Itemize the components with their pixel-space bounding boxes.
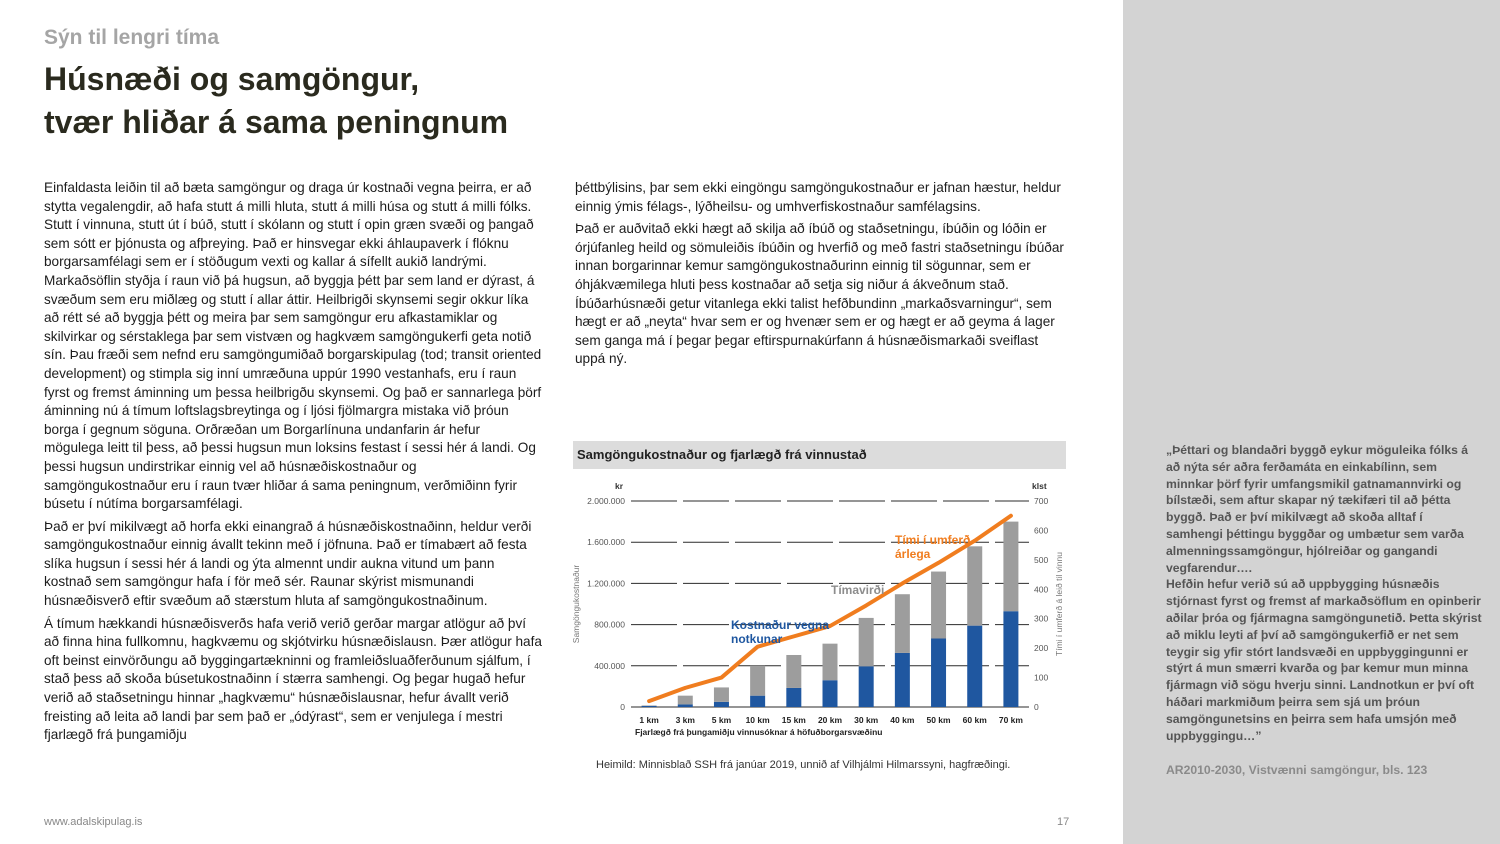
- bar-cost: [967, 626, 982, 707]
- x-tick: 5 km: [711, 715, 732, 725]
- annotation-cost: Kostnaður vegna: [731, 618, 830, 632]
- bar-time-value: [642, 705, 657, 706]
- bar-time-value: [823, 644, 838, 681]
- bar-cost: [678, 704, 693, 707]
- x-tick: 1 km: [639, 715, 659, 725]
- bar-time-value: [678, 696, 693, 705]
- y-tick-right: 500: [1034, 554, 1049, 565]
- title-line-1: Húsnæði og samgöngur,: [44, 61, 420, 97]
- x-tick: 60 km: [962, 715, 987, 725]
- quote-paragraph: „Þéttari og blandaðri byggð eykur möguleika fólks á að nýta sér aðra ferðamáta en einkabílinn, sem minnkar þörf fyrir umfangsmikil gatnamannvirki og bílstæði, sem aftur skapar ný tækifæri til að þétta byggð. Það er því mikilvægt að skoða alltaf í samhengi þéttingu byggðar og umbætur sem varða almenningssamgöngur, hjólreiðar og gangandi vegfarendur….: [1166, 443, 1469, 575]
- bar-time-value: [750, 666, 765, 696]
- x-tick: 15 km: [781, 715, 806, 725]
- paragraph: Einfaldasta leiðin til að bæta samgöngur og draga úr kostnaði vegna þeirra, er að stytta vegalengdir, að hafa stutt á milli hluta, stutt á milli húsa og stutt á milli fólks. Stutt í vinnuna, stutt út í búð, stutt í skólann og stutt í opin græn svæði og þangað sem sótt er þjónusta og afþreying. Það er hinsvegar ekki áhlaupaverk í flóknu borgarsamfélagi sem er í stöðugum vexti og kallar á sífellt aukið landrými. Markaðsöflin styðja í raun við þá hugsun, að byggja þétt þar sem land er dýrast, á svæðum sem eru miðlæg og stutt í allar áttir. Heilbrigði skynsemi segir okkur líka að rétt sé að byggja þétt og meira þar sem samgöngur eru afkastamiklar og skilvirkar og sérstaklega þar sem vistvæn og hagkvæm samgöngukerfi geta notið sín. Þau fræði sem nefnd eru samgöngumiðað borgarskipulag (tod; transit oriented development) og stimpla sig inní umræðuna uppúr 1990 vestanhafs, eru í raun fyrst og fremst áminning um þessa heilbrigðu skynsemi. Og það er sannarlega þörf áminning nú á tímum loftslagsbreytinga og í ljósi fjölmargra mistaka við þróun borga í gegnum söguna. Orðræðan um Borgarlínuna undanfarin ár hefur mögulega leitt til þess, að þessi hugsun mun loksins festast í sessi hér á landi. Og þessi hugsun undirstrikar einnig vel að húsnæðiskostnaður og samgöngukostnaður eru í raun tvær hliðar á sama peningnum, verðmiðinn fyrir búsetu í nútíma borgarsamfélagi.: [44, 180, 542, 512]
- x-tick: 20 km: [817, 715, 843, 725]
- quote-paragraph: Hefðin hefur verið sú að uppbygging húsnæðis stjórnast fyrst og fremst af markaðsöflum en opinberir aðilar þróa og fjármagna samgöngunetið. Þetta skýrist að miklu leyti af því að samgöngukerfið er net sem teygir sig yfir stórt landsvæði en uppbyggingunni er stýrt á mun smærri kvarða og þar kemur mun minna fjármagn við sögu hverju sinni. Landnotkun er því oft háðari markmiðum þeirra sem sjá um þróun samgöngunetsins en þeirra sem hafa umsjón með uppbyggingu…”: [1166, 577, 1482, 743]
- bar-cost: [859, 666, 874, 707]
- y-axis-title-right: Tími í umferð á leið til vinnu: [1054, 552, 1064, 656]
- x-tick: 30 km: [854, 715, 879, 725]
- y-tick-right: 200: [1034, 643, 1049, 654]
- body-column-1: [44, 179, 542, 749]
- bar-cost: [750, 696, 765, 707]
- x-tick: 10 km: [745, 715, 770, 725]
- sidebar-quote: [1166, 442, 1482, 744]
- annotation-value: Tímavirði: [831, 583, 885, 597]
- annotation-time: árlega: [895, 547, 931, 561]
- paragraph: þéttbýlisins, þar sem ekki eingöngu samgöngukostnaður er jafnan hæstur, heldur einnig ýmis félags-, lýðheilsu- og umhverfiskostnaður samfélagsins.: [575, 180, 1061, 214]
- cost-distance-chart: [573, 441, 1066, 741]
- bar-cost: [895, 653, 910, 707]
- y-axis-title-left: Samgöngukostnaður: [571, 564, 581, 644]
- bar-time-value: [895, 594, 910, 653]
- bar-cost: [786, 688, 801, 707]
- paragraph: Það er auðvitað ekki hægt að skilja að íbúð og staðsetningu, íbúðin og lóðin er órjúfanleg heild og sömuleiðis íbúðin og hverfið og með fastri staðsetningu íbúðar innan borgarinnar kemur samgöngukostnaðurinn einnig til sögunnar, sem er óhjákvæmilega hluti þess kostnaðar að setja sig niður á ákveðnum stað. Íbúðarhúsnæði getur vitanlega ekki talist hefðbundinn „markaðsvarningur“, sem hægt er að „neyta“ hvar sem er og hvenær sem er og hægt er að geyma á lager sem ganga má í þegar þegar eftirspurnakúrfann á húsnæðismarkaði sveiflast uppá ný.: [575, 221, 1064, 367]
- bar-time-value: [1003, 522, 1018, 612]
- y-tick-left: 1.600.000: [587, 537, 625, 548]
- quote-source: AR2010-2030, Vistvænni samgöngur, bls. 123: [1166, 763, 1428, 777]
- bar-time-value: [786, 655, 801, 688]
- y-tick-left: 1.200.000: [587, 578, 625, 589]
- annotation-cost: notkunar: [731, 632, 783, 646]
- footer-url[interactable]: www.adalskipulag.is: [44, 816, 143, 828]
- chart-title: Samgöngukostnaður og fjarlægð frá vinnustað: [573, 441, 1066, 469]
- title-line-2: tvær hliðar á sama peningnum: [44, 104, 509, 140]
- x-axis-title: Fjarlægð frá þungamiðju vinnusóknar á höfuðborgarsvæðinu: [635, 727, 883, 737]
- chart-canvas: [573, 469, 1066, 741]
- x-tick: 70 km: [998, 715, 1023, 725]
- chart-source: Heimild: Minnisblað SSH frá janúar 2019, unnið af Vilhjálmi Hilmarssyni, hagfræðingi.: [596, 759, 1011, 771]
- bar-cost: [823, 680, 838, 707]
- bar-cost: [714, 702, 729, 707]
- y-tick-right: 600: [1034, 525, 1049, 536]
- x-tick: 50 km: [926, 715, 951, 725]
- y-tick-left: 800.000: [594, 619, 625, 630]
- y-tick-right: 400: [1034, 584, 1049, 595]
- bar-time-value: [714, 687, 729, 701]
- unit-left: kr: [615, 481, 624, 491]
- bar-cost: [931, 639, 946, 707]
- bar-time-value: [967, 546, 982, 625]
- x-tick: 3 km: [675, 715, 695, 725]
- page-title: [44, 58, 508, 144]
- y-tick-right: 300: [1034, 613, 1049, 624]
- y-tick-right: 100: [1034, 672, 1049, 683]
- bar-time-value: [859, 618, 874, 666]
- body-column-2: [575, 179, 1071, 373]
- page-number: 17: [1057, 816, 1070, 828]
- y-tick-left: 400.000: [594, 660, 625, 671]
- y-tick-left: 2.000.000: [587, 496, 625, 506]
- x-tick: 40 km: [890, 715, 915, 725]
- annotation-time: Tími í umferð: [895, 533, 971, 547]
- bar-cost: [1003, 611, 1018, 707]
- bar-cost: [642, 706, 657, 707]
- y-tick-left: 0: [620, 702, 625, 712]
- y-tick-right: 700: [1034, 496, 1049, 506]
- unit-right: klst: [1032, 481, 1047, 491]
- paragraph: Á tímum hækkandi húsnæðisverðs hafa verið verið gerðar margar atlögur að því að finna hina fullkomnu, hagkvæmu og skjótvirku húsnæðislausn. Þær atlögur hafa oft beinst einvörðungu að byggingartækninni og framleiðsluaðferðunum sjálfum, í stað þess að skoða búsetukostnaðinn í stærra samhengi. Og þegar hugað hefur verið að staðsetningu hinnar „hagkvæmu“ húsnæðislausnar, hefur ávallt verið freisting að leita að landi þar sem það er „ódýrast“, sem er venjulega í mestri fjarlægð frá þungamiðju: [44, 615, 542, 743]
- y-tick-right: 0: [1034, 702, 1039, 712]
- section-kicker: Sýn til lengri tíma: [44, 26, 220, 49]
- bar-time-value: [931, 572, 946, 639]
- paragraph: Það er því mikilvægt að horfa ekki einangrað á húsnæðiskostnaðinn, heldur verði samgöngukostnaður einnig ávallt tekinn með í jöfnuna. Það er tímabært að festa slíka hugsun í sessi hér á landi og ýta almennt undir aukna vitund um þann kostnað sem samgöngur hafa í för með sér. Raunar skýrist mismunandi húsnæðisverð eftir svæðum að stærstum hluta af samgöngukostnaðinum.: [44, 518, 532, 609]
